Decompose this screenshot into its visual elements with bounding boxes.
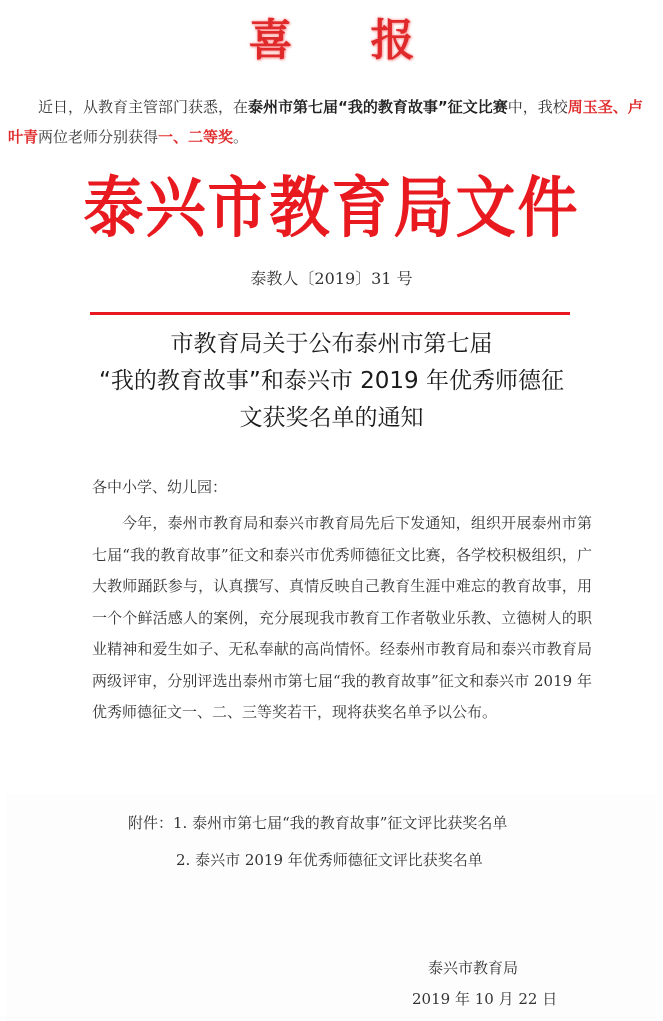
issue-date: 2019 年 10 月 22 日	[412, 990, 558, 1008]
body-paragraph: 今年，泰州市教育局和泰兴市教育局先后下发通知，组织开展泰州市第七届“我的教育故事”征文和泰兴市优秀师德征文比赛，各学校积极组织，广大教师踊跃参与，认真撰写、真情反映自己教育生涯中难忘的教育故事，用一个个鲜活感人的案例，充分展现我市教育工作者敬业乐教、立德树人的职业精神和爱生如子、无私奉献的高尚情怀。经泰州市教育局和泰兴市教育局两级评审，分别评选出泰州市第七届“我的教育故事”征文和泰兴市 2019 年优秀师德征文一、二、三等奖若干，现将获奖名单予以公布。	[92, 514, 592, 721]
intro-text-3: 两位老师分别获得	[38, 128, 159, 146]
intro-award-levels: 一、二等奖	[158, 128, 234, 146]
masthead-red-rule	[90, 312, 570, 315]
intro-text-4: 。	[233, 128, 249, 146]
headline: 喜报	[248, 15, 493, 66]
intro-teacher-names: 周玉圣、卢叶青	[8, 98, 643, 146]
intro-competition-name: 泰州市第七届“我的教育故事”征文比赛	[248, 98, 508, 116]
intro-text-1: 近日，从教育主管部门获悉，在	[38, 98, 249, 116]
intro-paragraph	[8, 92, 656, 152]
document-masthead: 泰兴市教育局文件	[83, 170, 580, 247]
intro-text-2: 中，我校	[507, 98, 568, 116]
attachment-item-2: 2. 泰兴市 2019 年优秀师德征文评比获奖名单	[176, 851, 483, 869]
salutation: 各中小学、幼儿园：	[92, 478, 228, 496]
title-line: 文获奖名单的通知	[239, 405, 424, 431]
title-line: “我的教育故事”和泰兴市 2019 年优秀师德征	[99, 368, 564, 394]
document-title	[60, 326, 603, 437]
title-line: 市教育局关于公布泰州市第七届	[170, 331, 493, 357]
issuer-signature: 泰兴市教育局	[428, 959, 519, 977]
document-number: 泰教人〔2019〕31 号	[250, 269, 413, 288]
attachment-item-1: 附件：1. 泰州市第七届“我的教育故事”征文评比获奖名单	[128, 814, 508, 832]
